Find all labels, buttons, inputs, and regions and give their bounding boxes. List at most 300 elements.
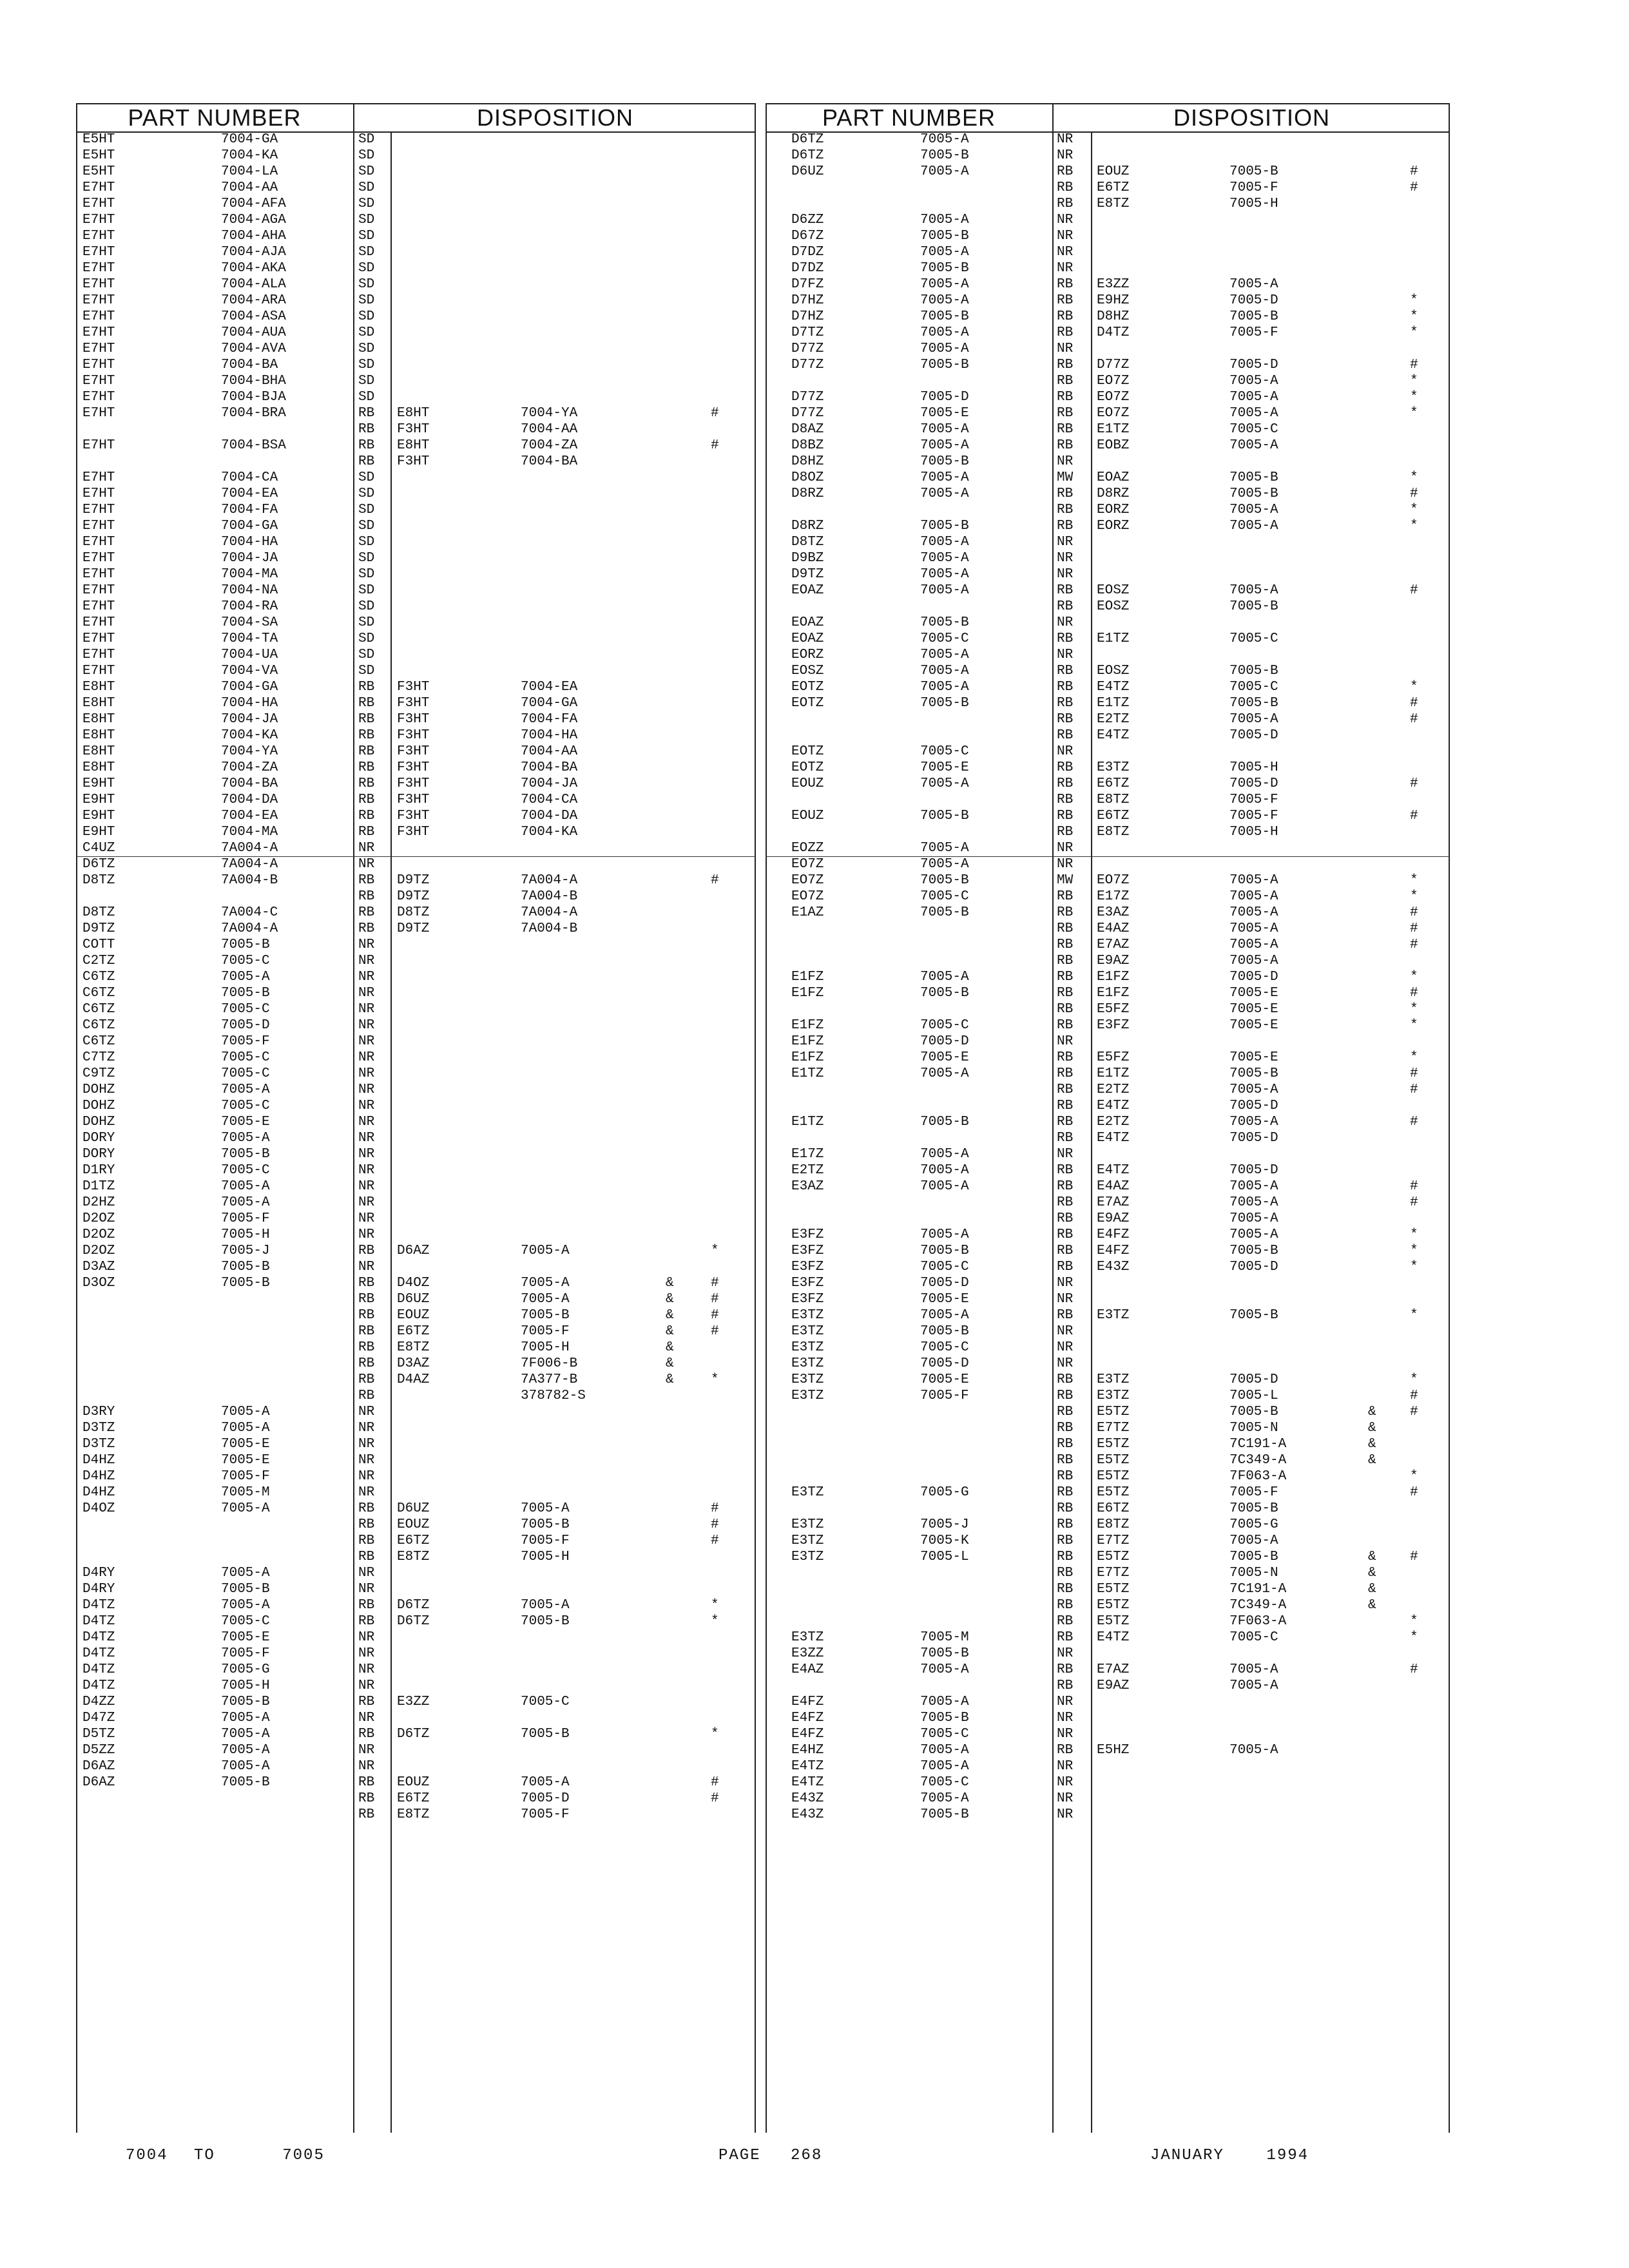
- cell-replacement-prefix: EO7Z: [1097, 873, 1130, 888]
- cell-part-prefix: D5ZZ: [82, 1743, 115, 1758]
- table-row: [766, 985, 1450, 1001]
- cell-part-number: 7005-C: [221, 954, 270, 968]
- cell-disposition-code: RB: [1057, 503, 1074, 517]
- cell-part-prefix: D4TZ: [82, 1662, 115, 1677]
- cell-part-number: 7005-A: [221, 1759, 270, 1774]
- cell-replacement-number: 7005-C: [1229, 422, 1278, 437]
- cell-part-prefix: E4AZ: [791, 1662, 824, 1677]
- table-row: [766, 905, 1450, 921]
- cell-disposition-code: RB: [358, 1775, 375, 1790]
- cell-part-prefix: D77Z: [791, 390, 824, 405]
- table-row: [766, 550, 1450, 566]
- cell-part-prefix: D6TZ: [791, 148, 824, 163]
- cell-disposition-code: RB: [1057, 486, 1074, 501]
- table-row: [766, 1340, 1450, 1356]
- cell-part-number: 7005-A: [221, 1727, 270, 1742]
- cell-part-prefix: E3TZ: [791, 1340, 824, 1355]
- cell-replacement-number: 7005-C: [1229, 680, 1278, 695]
- cell-note-marker: #: [1410, 921, 1418, 936]
- cell-part-prefix: E7HT: [82, 309, 115, 324]
- cell-disposition-code: RB: [1057, 1662, 1074, 1677]
- cell-disposition-code: RB: [1057, 599, 1074, 614]
- cell-note-marker: *: [711, 1598, 719, 1613]
- cell-part-number: 7005-B: [221, 1582, 270, 1597]
- cell-part-prefix: D8BZ: [791, 438, 824, 453]
- cell-replacement-prefix: E3TZ: [1097, 760, 1130, 775]
- cell-replacement-prefix: E8TZ: [397, 1550, 430, 1564]
- cell-disposition-code: RB: [1057, 712, 1074, 727]
- table-row: [766, 1001, 1450, 1017]
- cell-part-number: 7005-F: [221, 1646, 270, 1661]
- cell-replacement-prefix: E8TZ: [1097, 1517, 1130, 1532]
- cell-part-prefix: D77Z: [791, 358, 824, 372]
- cell-disposition-code: RB: [358, 873, 375, 888]
- cell-replacement-prefix: E5TZ: [1097, 1469, 1130, 1484]
- right-parts-panel: [766, 103, 1450, 2133]
- cell-part-prefix: D4TZ: [82, 1598, 115, 1613]
- cell-replacement-number: 7005-E: [1229, 1050, 1278, 1065]
- cell-disposition-code: NR: [358, 1566, 375, 1581]
- cell-replacement-prefix: E5TZ: [1097, 1550, 1130, 1564]
- cell-disposition-code: RB: [358, 1501, 375, 1516]
- table-row: [766, 1033, 1450, 1050]
- cell-replacement-number: 7005-A: [521, 1775, 570, 1790]
- left-part-number-header: PART NUMBER: [76, 103, 353, 133]
- cell-replacement-prefix: E7AZ: [1097, 1195, 1130, 1210]
- cell-part-prefix: E3TZ: [791, 1630, 824, 1645]
- cell-part-prefix: E5HT: [82, 132, 115, 147]
- cell-replacement-prefix: E8HT: [397, 406, 430, 421]
- table-row: [766, 131, 1450, 148]
- cell-part-prefix: E3TZ: [791, 1533, 824, 1548]
- table-row: [76, 244, 756, 260]
- cell-replacement-number: 7C349-A: [1229, 1453, 1287, 1468]
- table-row: [76, 1307, 756, 1323]
- table-row: [766, 1404, 1450, 1420]
- table-row: [76, 1098, 756, 1114]
- cell-note-marker: #: [711, 1276, 719, 1291]
- cell-part-prefix: D3RY: [82, 1405, 115, 1419]
- cell-note-marker: *: [1410, 889, 1418, 904]
- table-row: [76, 792, 756, 808]
- cell-note-marker: #: [1410, 358, 1418, 372]
- cell-part-prefix: E1TZ: [791, 1115, 824, 1129]
- cell-part-prefix: E7HT: [82, 470, 115, 485]
- table-row: [766, 1646, 1450, 1662]
- table-row: [76, 1533, 756, 1549]
- cell-part-number: 7005-A: [920, 325, 969, 340]
- cell-replacement-prefix: E3ZZ: [397, 1695, 430, 1709]
- cell-note-marker: *: [1410, 503, 1418, 517]
- cell-part-prefix: D4HZ: [82, 1453, 115, 1468]
- cell-part-number: 7005-C: [920, 1727, 969, 1742]
- cell-replacement-number: 7005-B: [1229, 696, 1278, 711]
- cell-part-number: 7005-A: [920, 664, 969, 678]
- cell-replacement-prefix: E9HZ: [1097, 293, 1130, 308]
- cell-replacement-number: 7004-AA: [521, 744, 578, 759]
- cell-part-prefix: E1FZ: [791, 986, 824, 1001]
- cell-disposition-code: RB: [1057, 954, 1074, 968]
- cell-replacement-prefix: E5TZ: [1097, 1437, 1130, 1452]
- cell-disposition-code: NR: [1057, 1276, 1074, 1291]
- cell-part-prefix: D6AZ: [82, 1775, 115, 1790]
- cell-replacement-prefix: E4AZ: [1097, 1179, 1130, 1194]
- cell-part-prefix: D2OZ: [82, 1227, 115, 1242]
- cell-part-number: 7005-A: [920, 164, 969, 179]
- cell-part-number: 7005-A: [920, 1308, 969, 1323]
- cell-replacement-number: 7005-A: [1229, 1533, 1278, 1548]
- cell-disposition-code: SD: [358, 503, 375, 517]
- cell-part-number: 7005-B: [920, 696, 969, 711]
- table-row: [76, 695, 756, 711]
- table-row: [766, 1436, 1450, 1452]
- cell-replacement-number: 7005-D: [1229, 1372, 1278, 1387]
- cell-disposition-code: NR: [1057, 551, 1074, 566]
- cell-part-number: 7004-AJA: [221, 245, 286, 260]
- cell-replacement-number: 7005-B: [1229, 599, 1278, 614]
- cell-note-marker: *: [1410, 873, 1418, 888]
- cell-part-number: 7004-JA: [221, 712, 278, 727]
- table-row: [76, 148, 756, 164]
- cell-disposition-code: SD: [358, 132, 375, 147]
- cell-replacement-prefix: E3TZ: [1097, 1372, 1130, 1387]
- cell-disposition-code: SD: [358, 551, 375, 566]
- cell-disposition-code: NR: [358, 1195, 375, 1210]
- cell-disposition-code: NR: [1057, 1034, 1074, 1049]
- cell-amp-marker: &: [1368, 1598, 1376, 1613]
- table-row: [766, 1227, 1450, 1243]
- cell-part-number: 7005-L: [920, 1550, 969, 1564]
- cell-part-prefix: E7HT: [82, 277, 115, 292]
- cell-disposition-code: SD: [358, 309, 375, 324]
- cell-part-number: 7005-E: [920, 1292, 969, 1307]
- cell-replacement-number: 7004-JA: [521, 776, 578, 791]
- cell-replacement-prefix: D6AZ: [397, 1244, 430, 1258]
- cell-disposition-code: NR: [1057, 1324, 1074, 1339]
- table-row: [766, 776, 1450, 792]
- cell-note-marker: *: [1410, 1614, 1418, 1629]
- cell-part-number: 7005-A: [221, 1421, 270, 1436]
- table-row: [76, 1130, 756, 1146]
- cell-part-prefix: E1FZ: [791, 1034, 824, 1049]
- cell-disposition-code: NR: [1057, 1695, 1074, 1709]
- table-row: [766, 534, 1450, 550]
- cell-disposition-code: NR: [358, 1582, 375, 1597]
- cell-replacement-number: 7005-N: [1229, 1421, 1278, 1436]
- table-row: [766, 631, 1450, 647]
- table-row: [76, 131, 756, 148]
- table-row: [76, 534, 756, 550]
- cell-part-prefix: E7HT: [82, 583, 115, 598]
- cell-disposition-code: NR: [358, 1743, 375, 1758]
- table-row: [76, 1114, 756, 1130]
- cell-replacement-number: 7005-D: [1229, 728, 1278, 743]
- cell-replacement-prefix: F3HT: [397, 744, 430, 759]
- cell-part-prefix: C7TZ: [82, 1050, 115, 1065]
- cell-disposition-code: RB: [1057, 1163, 1074, 1178]
- cell-note-marker: *: [1410, 1018, 1418, 1033]
- table-row: [766, 1146, 1450, 1162]
- cell-part-prefix: E4HZ: [791, 1743, 824, 1758]
- cell-replacement-prefix: D8TZ: [397, 905, 430, 920]
- cell-note-marker: #: [711, 1308, 719, 1323]
- cell-replacement-prefix: E2TZ: [1097, 1082, 1130, 1097]
- table-row: [76, 1758, 756, 1774]
- cell-replacement-number: 7F063-A: [1229, 1469, 1287, 1484]
- cell-disposition-code: NR: [358, 954, 375, 968]
- cell-replacement-prefix: E6TZ: [1097, 180, 1130, 195]
- cell-disposition-code: NR: [358, 1646, 375, 1661]
- cell-note-marker: *: [1410, 406, 1418, 421]
- cell-part-number: 7005-A: [920, 422, 969, 437]
- cell-part-number: 7004-AA: [221, 180, 278, 195]
- cell-replacement-number: 7005-A: [1229, 889, 1278, 904]
- cell-disposition-code: RB: [1057, 309, 1074, 324]
- cell-part-number: 7005-C: [221, 1066, 270, 1081]
- cell-part-prefix: E3TZ: [791, 1308, 824, 1323]
- cell-replacement-prefix: E4AZ: [1097, 921, 1130, 936]
- cell-disposition-code: NR: [1057, 229, 1074, 244]
- cell-replacement-number: 7004-KA: [521, 825, 578, 840]
- cell-part-number: 7005-A: [920, 1695, 969, 1709]
- table-row: [76, 1243, 756, 1259]
- cell-disposition-code: RB: [1057, 1308, 1074, 1323]
- cell-replacement-prefix: E5TZ: [1097, 1485, 1130, 1500]
- cell-part-prefix: D9TZ: [82, 921, 115, 936]
- cell-part-number: 7004-UA: [221, 648, 278, 662]
- cell-disposition-code: NR: [1057, 857, 1074, 872]
- cell-part-prefix: E7HT: [82, 293, 115, 308]
- table-row: [766, 1195, 1450, 1211]
- table-row: [766, 1726, 1450, 1742]
- cell-replacement-prefix: D4TZ: [1097, 325, 1130, 340]
- cell-disposition-code: RB: [1057, 390, 1074, 405]
- cell-replacement-prefix: D6TZ: [397, 1614, 430, 1629]
- cell-disposition-code: RB: [1057, 986, 1074, 1001]
- cell-replacement-number: 7005-D: [1229, 1131, 1278, 1146]
- cell-disposition-code: RB: [358, 1340, 375, 1355]
- cell-replacement-prefix: EO7Z: [1097, 374, 1130, 389]
- cell-part-number: 7005-C: [221, 1614, 270, 1629]
- cell-part-number: 7005-A: [920, 567, 969, 582]
- table-row: [76, 1227, 756, 1243]
- cell-replacement-number: 7005-D: [1229, 358, 1278, 372]
- cell-disposition-code: RB: [1057, 1050, 1074, 1065]
- cell-note-marker: *: [1410, 519, 1418, 533]
- table-row: [76, 373, 756, 389]
- table-row: [766, 1662, 1450, 1678]
- cell-part-number: 7004-LA: [221, 164, 278, 179]
- table-row: [766, 856, 1450, 872]
- table-row: [76, 228, 756, 244]
- cell-replacement-prefix: EOAZ: [1097, 470, 1130, 485]
- cell-replacement-number: 7005-F: [1229, 325, 1278, 340]
- cell-disposition-code: RB: [1057, 1582, 1074, 1597]
- table-row: [766, 615, 1450, 631]
- cell-disposition-code: NR: [358, 1066, 375, 1081]
- table-row: [766, 389, 1450, 405]
- table-row: [76, 389, 756, 405]
- cell-amp-marker: &: [1368, 1566, 1376, 1581]
- cell-disposition-code: RB: [1057, 519, 1074, 533]
- cell-part-number: 7004-CA: [221, 470, 278, 485]
- cell-part-number: 7005-G: [920, 1485, 969, 1500]
- cell-disposition-code: RB: [358, 905, 375, 920]
- cell-amp-marker: &: [666, 1276, 674, 1291]
- cell-disposition-code: RB: [358, 1791, 375, 1806]
- table-row: [76, 856, 756, 872]
- cell-replacement-number: 7005-L: [1229, 1389, 1278, 1403]
- cell-disposition-code: NR: [358, 1211, 375, 1226]
- table-row: [76, 180, 756, 196]
- cell-part-prefix: E7HT: [82, 438, 115, 453]
- cell-part-prefix: E7HT: [82, 229, 115, 244]
- cell-replacement-number: 7004-HA: [521, 728, 578, 743]
- cell-part-prefix: E3TZ: [791, 1372, 824, 1387]
- cell-replacement-number: 7005-A: [1229, 1662, 1278, 1677]
- cell-part-prefix: D3TZ: [82, 1437, 115, 1452]
- cell-note-marker: *: [711, 1244, 719, 1258]
- cell-replacement-prefix: E5TZ: [1097, 1582, 1130, 1597]
- table-row: [76, 1613, 756, 1629]
- table-row: [766, 437, 1450, 454]
- cell-disposition-code: RB: [1057, 277, 1074, 292]
- table-row: [766, 937, 1450, 953]
- cell-replacement-number: 7004-FA: [521, 712, 578, 727]
- cell-part-prefix: D8TZ: [82, 873, 115, 888]
- cell-replacement-prefix: E3AZ: [1097, 905, 1130, 920]
- cell-replacement-number: 7005-A: [1229, 583, 1278, 598]
- cell-part-number: 7004-BHA: [221, 374, 286, 389]
- right-part-number-header: PART NUMBER: [766, 103, 1052, 133]
- cell-disposition-code: RB: [1057, 1066, 1074, 1081]
- cell-part-number: 7004-GA: [221, 132, 278, 147]
- cell-part-number: 7005-A: [920, 535, 969, 550]
- cell-replacement-prefix: E6TZ: [397, 1324, 430, 1339]
- cell-part-prefix: EOSZ: [791, 664, 824, 678]
- cell-part-number: 7004-EA: [221, 486, 278, 501]
- cell-part-number: 7A004-C: [221, 905, 278, 920]
- cell-replacement-number: 7005-B: [1229, 664, 1278, 678]
- table-row: [76, 1017, 756, 1033]
- table-row: [76, 550, 756, 566]
- table-row: [766, 486, 1450, 502]
- table-row: [766, 470, 1450, 486]
- cell-part-prefix: DORY: [82, 1147, 115, 1162]
- cell-disposition-code: RB: [1057, 631, 1074, 646]
- cell-note-marker: *: [711, 1372, 719, 1387]
- table-row: [766, 1114, 1450, 1130]
- table-row: [76, 1597, 756, 1613]
- cell-amp-marker: &: [1368, 1582, 1376, 1597]
- cell-part-prefix: D6UZ: [791, 164, 824, 179]
- cell-disposition-code: RB: [1057, 1244, 1074, 1258]
- cell-part-number: 7004-MA: [221, 567, 278, 582]
- table-row: [766, 566, 1450, 582]
- cell-part-number: 7005-A: [221, 1082, 270, 1097]
- cell-disposition-code: SD: [358, 519, 375, 533]
- cell-replacement-prefix: E3ZZ: [1097, 277, 1130, 292]
- table-row: [76, 1678, 756, 1694]
- cell-replacement-number: 7004-GA: [521, 696, 578, 711]
- footer-range-to-label: TO: [194, 2147, 215, 2164]
- cell-disposition-code: NR: [358, 1453, 375, 1468]
- table-row: [76, 582, 756, 599]
- cell-part-number: 7004-KA: [221, 728, 278, 743]
- cell-note-marker: *: [1410, 325, 1418, 340]
- table-row: [766, 1275, 1450, 1291]
- cell-part-number: 7004-BJA: [221, 390, 286, 405]
- cell-disposition-code: NR: [358, 937, 375, 952]
- cell-part-prefix: E7HT: [82, 374, 115, 389]
- cell-part-number: 7005-B: [221, 1695, 270, 1709]
- cell-part-prefix: EOUZ: [791, 776, 824, 791]
- cell-part-number: 7005-C: [920, 1340, 969, 1355]
- cell-disposition-code: RB: [358, 1244, 375, 1258]
- cell-replacement-number: 7005-A: [1229, 277, 1278, 292]
- cell-part-number: 7A004-A: [221, 921, 278, 936]
- cell-part-prefix: E8HT: [82, 760, 115, 775]
- cell-replacement-prefix: EORZ: [1097, 519, 1130, 533]
- cell-disposition-code: SD: [358, 341, 375, 356]
- cell-part-number: 7005-A: [920, 1147, 969, 1162]
- cell-part-prefix: D4ZZ: [82, 1695, 115, 1709]
- cell-part-prefix: E9HT: [82, 825, 115, 840]
- cell-part-number: 7004-NA: [221, 583, 278, 598]
- cell-replacement-number: 7005-D: [1229, 1260, 1278, 1274]
- cell-replacement-prefix: F3HT: [397, 712, 430, 727]
- table-row: [766, 663, 1450, 679]
- cell-replacement-number: 7005-A: [1229, 873, 1278, 888]
- cell-part-prefix: D3TZ: [82, 1421, 115, 1436]
- table-row: [76, 1791, 756, 1807]
- cell-part-prefix: E2TZ: [791, 1163, 824, 1178]
- cell-part-number: 7005-J: [221, 1244, 270, 1258]
- cell-replacement-number: 378782-S: [521, 1389, 586, 1403]
- cell-disposition-code: RB: [1057, 358, 1074, 372]
- cell-part-number: 7004-AGA: [221, 213, 286, 227]
- table-row: [766, 711, 1450, 727]
- cell-part-prefix: EO7Z: [791, 873, 824, 888]
- cell-replacement-number: 7005-A: [1229, 438, 1278, 453]
- cell-replacement-prefix: E3FZ: [1097, 1018, 1130, 1033]
- cell-part-prefix: E7HT: [82, 503, 115, 517]
- table-row: [76, 309, 756, 325]
- cell-replacement-number: 7005-D: [1229, 1099, 1278, 1113]
- cell-disposition-code: RB: [1057, 776, 1074, 791]
- cell-disposition-code: NR: [358, 1131, 375, 1146]
- cell-part-number: 7005-C: [920, 631, 969, 646]
- cell-part-number: 7005-B: [920, 986, 969, 1001]
- cell-note-marker: #: [1410, 1195, 1418, 1210]
- cell-replacement-prefix: E1FZ: [1097, 986, 1130, 1001]
- cell-replacement-number: 7005-B: [1229, 486, 1278, 501]
- table-row: [766, 1082, 1450, 1098]
- cell-replacement-prefix: EOUZ: [397, 1308, 430, 1323]
- cell-replacement-number: 7004-EA: [521, 680, 578, 695]
- cell-replacement-prefix: E6TZ: [397, 1791, 430, 1806]
- cell-disposition-code: RB: [358, 406, 375, 421]
- cell-part-prefix: D4TZ: [82, 1646, 115, 1661]
- table-row: [76, 1275, 756, 1291]
- cell-replacement-prefix: E5TZ: [1097, 1453, 1130, 1468]
- table-row: [76, 631, 756, 647]
- table-row: [766, 872, 1450, 889]
- cell-replacement-prefix: F3HT: [397, 776, 430, 791]
- cell-disposition-code: MW: [1057, 470, 1074, 485]
- cell-replacement-prefix: EO7Z: [1097, 390, 1130, 405]
- cell-part-prefix: D4TZ: [82, 1614, 115, 1629]
